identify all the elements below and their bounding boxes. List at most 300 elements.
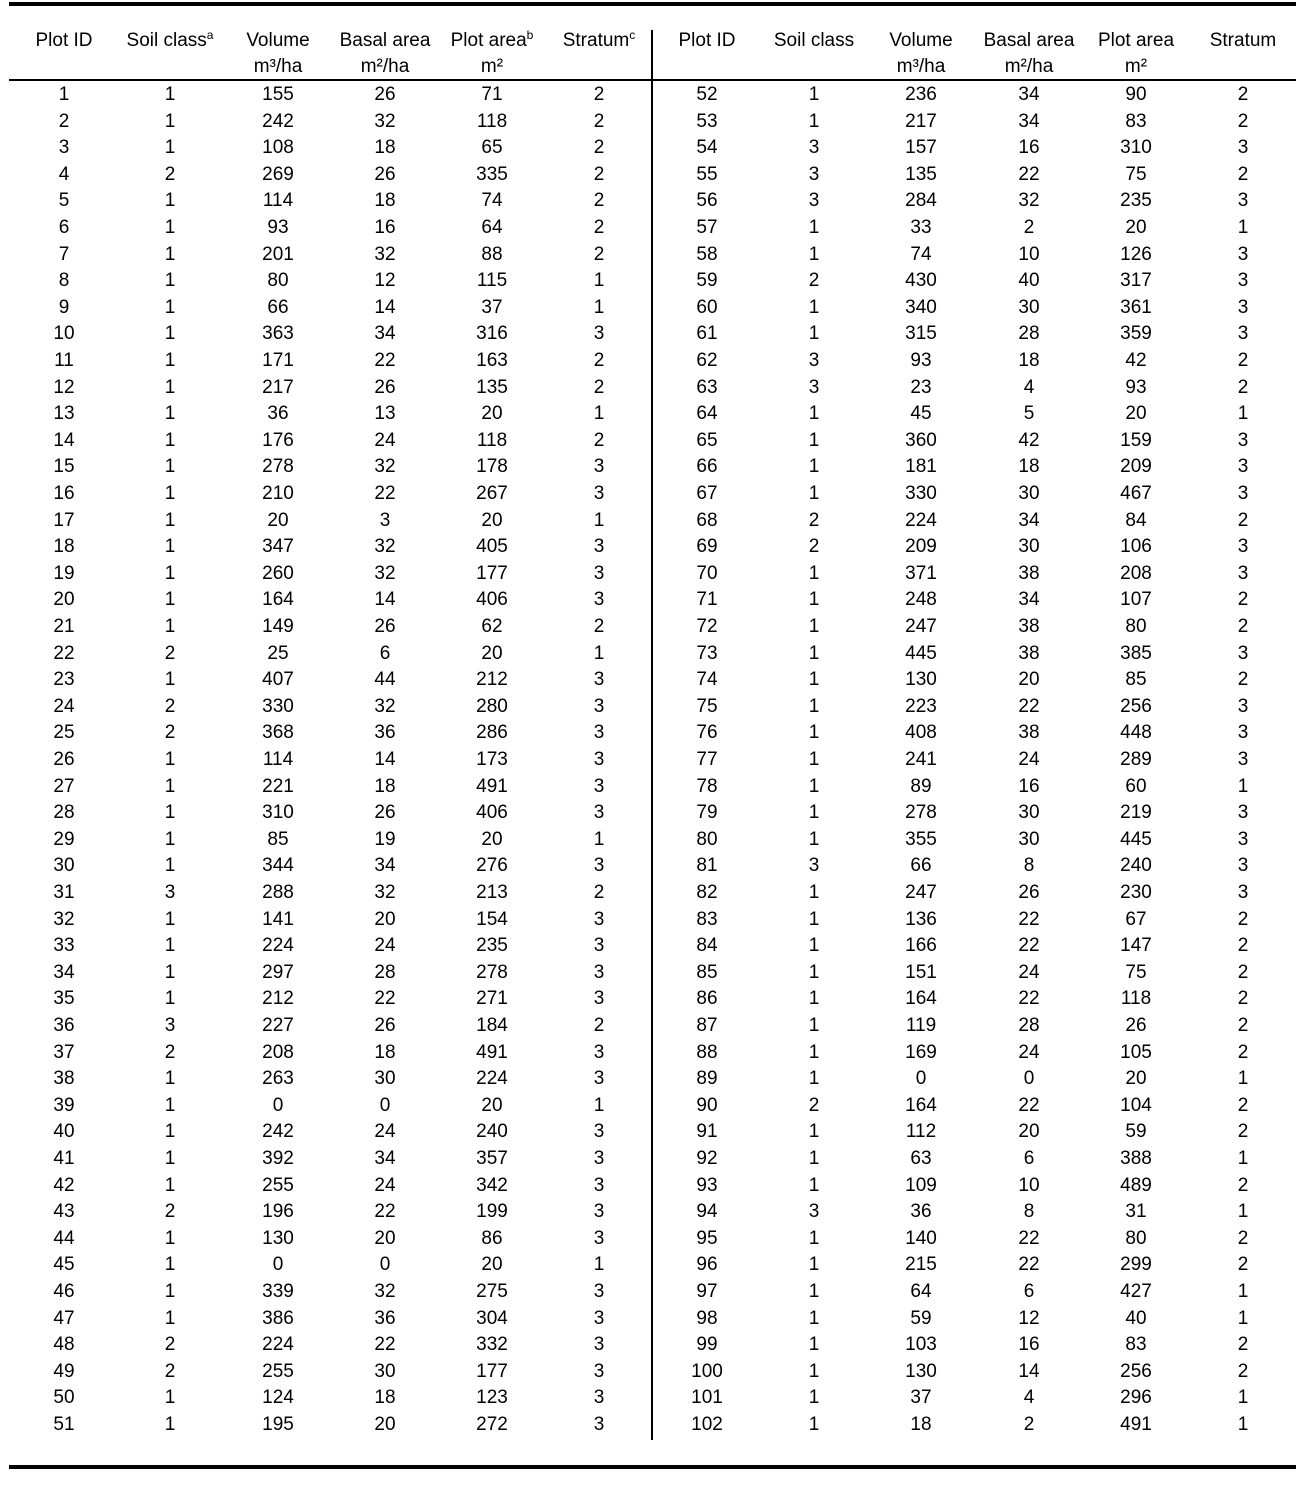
cell-right-plot-area: 107 [1120,589,1152,611]
cell-left-stratum: 2 [593,429,605,451]
cell-right-volume: 430 [905,270,937,292]
cell-right-plot-area: 105 [1120,1041,1152,1063]
cell-left-stratum: 3 [593,988,605,1010]
footnote-marker: a [206,28,214,42]
cell-right-plot-id: 65 [696,429,718,451]
cell-right-basal-area: 40 [1018,270,1040,292]
cell-right-plot-area: 359 [1120,323,1152,345]
cell-left-soil-class: 1 [164,562,176,584]
cell-right-plot-area: 20 [1125,1068,1147,1090]
table-row [0,694,1296,721]
header-label: Basal area [339,30,431,51]
cell-left-stratum: 2 [593,217,605,238]
cell-left-volume: 347 [262,536,294,558]
cell-left-stratum: 2 [593,243,605,265]
header-label: Plot ID [35,30,93,51]
cell-right-soil-class: 1 [808,110,820,132]
table-row [0,109,1296,136]
cell-right-stratum: 1 [1237,1148,1249,1169]
cell-right-soil-class: 1 [808,749,820,770]
cell-left-stratum: 3 [593,1360,605,1382]
header-unit: m²/ha [1004,56,1054,77]
cell-left-plot-area: 278 [476,961,508,983]
cell-right-basal-area: 32 [1018,190,1040,212]
cell-left-plot-area: 405 [476,536,508,558]
cell-left-basal-area: 32 [374,882,396,903]
cell-left-basal-area: 22 [374,988,396,1010]
cell-left-soil-class: 1 [164,1068,176,1090]
cell-right-volume: 130 [905,1360,937,1382]
cell-left-stratum: 2 [593,84,605,105]
cell-left-volume: 93 [267,217,289,238]
cell-right-plot-id: 70 [696,562,718,584]
cell-left-soil-class: 1 [164,988,176,1010]
table-row [0,1359,1296,1386]
header-unit: m² [1124,56,1148,77]
cell-left-volume: 80 [267,270,289,292]
cell-right-stratum: 3 [1237,855,1249,877]
cell-left-soil-class: 1 [164,429,176,451]
cell-left-volume: 171 [262,350,294,371]
cell-left-stratum: 2 [593,616,605,637]
cell-left-stratum: 1 [593,828,605,850]
cell-left-plot-id: 1 [58,84,70,105]
cell-right-stratum: 2 [1237,616,1249,637]
table-row [0,1119,1296,1146]
cell-right-soil-class: 3 [808,376,820,398]
cell-right-soil-class: 1 [808,1360,820,1382]
cell-right-stratum: 3 [1237,323,1249,345]
cell-right-plot-area: 489 [1120,1174,1152,1196]
cell-right-plot-area: 84 [1125,509,1147,531]
cell-left-plot-area: 357 [476,1148,508,1169]
cell-right-basal-area: 4 [1023,1387,1035,1409]
table-row [0,1252,1296,1279]
cell-left-soil-class: 1 [164,855,176,877]
cell-left-plot-id: 18 [53,536,75,558]
cell-right-volume: 223 [905,695,937,717]
cell-left-volume: 255 [262,1360,294,1382]
cell-left-stratum: 3 [593,1227,605,1249]
cell-right-volume: 112 [905,1121,937,1143]
cell-right-plot-area: 448 [1120,722,1152,744]
cell-left-plot-id: 11 [54,350,74,371]
cell-left-stratum: 3 [593,855,605,877]
cell-right-stratum: 2 [1237,376,1249,398]
cell-right-stratum: 2 [1237,350,1249,371]
table-row [0,215,1296,242]
cell-right-basal-area: 38 [1018,722,1040,744]
cell-right-plot-id: 82 [696,882,718,903]
header-unit: m³/ha [253,56,303,77]
cell-left-plot-area: 332 [476,1334,508,1356]
cell-left-plot-id: 2 [58,110,70,132]
cell-left-plot-id: 6 [58,217,70,238]
cell-left-soil-class: 1 [164,1148,176,1169]
cell-left-volume: 212 [262,988,294,1010]
cell-left-plot-area: 271 [476,988,508,1010]
cell-left-soil-class: 2 [164,1201,176,1223]
cell-right-basal-area: 18 [1018,456,1040,478]
table-row [0,1066,1296,1093]
cell-left-stratum: 3 [593,456,605,478]
cell-right-soil-class: 1 [808,243,820,265]
cell-left-plot-id: 16 [53,483,75,504]
cell-left-plot-area: 267 [476,483,508,504]
cell-right-basal-area: 16 [1018,1334,1040,1356]
cell-left-stratum: 3 [593,1414,605,1435]
cell-right-stratum: 1 [1237,1068,1249,1090]
cell-left-plot-id: 34 [53,961,75,983]
table-row [0,960,1296,987]
cell-left-basal-area: 30 [374,1360,396,1382]
cell-right-basal-area: 22 [1018,908,1040,930]
footnote-marker: b [526,28,534,42]
cell-left-basal-area: 34 [374,855,396,877]
header-unit: m²/ha [360,56,410,77]
cell-right-plot-id: 53 [696,110,718,132]
cell-left-soil-class: 2 [164,1360,176,1382]
cell-right-plot-id: 76 [696,722,718,744]
cell-left-plot-id: 45 [53,1254,75,1276]
cell-right-volume: 140 [905,1227,937,1249]
cell-right-soil-class: 1 [808,828,820,850]
cell-left-basal-area: 0 [379,1094,391,1116]
cell-left-stratum: 2 [593,163,605,185]
cell-right-plot-area: 20 [1125,403,1147,425]
cell-left-stratum: 1 [593,270,605,292]
cell-left-volume: 217 [262,376,294,398]
cell-right-stratum: 2 [1237,961,1249,983]
table-row [0,1146,1296,1173]
cell-right-basal-area: 42 [1018,429,1040,451]
cell-left-plot-area: 20 [481,642,503,664]
cell-right-stratum: 3 [1237,695,1249,717]
cell-right-soil-class: 1 [808,1254,820,1276]
cell-left-volume: 20 [267,509,289,531]
cell-left-plot-id: 20 [53,589,75,611]
cell-right-plot-area: 83 [1125,1334,1147,1356]
cell-left-basal-area: 32 [374,1281,396,1302]
cell-right-basal-area: 24 [1018,1041,1040,1063]
cell-left-plot-id: 14 [53,429,75,451]
cell-left-plot-id: 19 [53,562,75,584]
cell-left-basal-area: 30 [374,1068,396,1090]
table-row [0,481,1296,508]
cell-right-volume: 278 [905,802,937,824]
cell-right-plot-area: 93 [1125,376,1147,398]
cell-right-plot-id: 91 [696,1121,718,1143]
table-row [0,268,1296,295]
cell-left-plot-area: 280 [476,695,508,717]
cell-right-stratum: 2 [1237,988,1249,1010]
cell-left-plot-area: 276 [476,855,508,877]
cell-right-plot-area: 317 [1120,270,1152,292]
cell-right-soil-class: 1 [808,882,820,903]
cell-left-plot-id: 35 [53,988,75,1010]
cell-right-plot-area: 230 [1120,882,1152,903]
cell-right-volume: 215 [905,1254,937,1276]
cell-left-stratum: 1 [593,642,605,664]
cell-left-volume: 208 [262,1041,294,1063]
cell-left-basal-area: 26 [374,84,396,105]
header-left-basal-area [327,28,443,80]
cell-right-plot-id: 99 [696,1334,718,1356]
header-label: Basal area [983,30,1075,51]
cell-right-basal-area: 22 [1018,1094,1040,1116]
cell-right-volume: 93 [910,350,932,371]
cell-right-soil-class: 1 [808,1387,820,1409]
cell-left-stratum: 3 [593,1307,605,1329]
cell-left-soil-class: 1 [164,483,176,504]
cell-left-soil-class: 1 [164,669,176,691]
cell-left-plot-area: 71 [481,84,503,105]
table-row [0,561,1296,588]
cell-left-basal-area: 24 [374,935,396,957]
cell-left-volume: 25 [267,642,289,664]
cell-left-basal-area: 3 [379,509,391,531]
cell-right-stratum: 1 [1237,403,1249,425]
header-label: Stratum [1209,30,1277,51]
cell-left-plot-id: 22 [53,642,75,664]
cell-left-plot-id: 50 [53,1387,75,1409]
cell-right-soil-class: 3 [808,855,820,877]
cell-left-stratum: 3 [593,1387,605,1409]
cell-left-basal-area: 34 [374,1148,396,1169]
table-row [0,641,1296,668]
cell-left-stratum: 3 [593,802,605,824]
header-label: Soil class [126,30,207,51]
cell-left-soil-class: 1 [164,828,176,850]
header-left-plot-id [8,28,120,54]
cell-right-plot-id: 79 [696,802,718,824]
cell-left-basal-area: 18 [374,1041,396,1063]
cell-left-soil-class: 1 [164,137,176,159]
table-row [0,1226,1296,1253]
cell-left-volume: 407 [262,669,294,691]
cell-left-plot-area: 20 [481,828,503,850]
cell-left-plot-area: 20 [481,1254,503,1276]
cell-right-volume: 157 [905,137,937,159]
cell-left-basal-area: 22 [374,1201,396,1223]
cell-left-basal-area: 6 [379,642,391,664]
cell-left-stratum: 1 [593,403,605,425]
cell-right-plot-area: 299 [1120,1254,1152,1276]
cell-left-plot-area: 213 [476,882,508,903]
cell-right-stratum: 1 [1237,1387,1249,1409]
cell-left-basal-area: 28 [374,961,396,983]
cell-left-plot-area: 177 [476,562,508,584]
cell-left-stratum: 3 [593,1334,605,1356]
cell-right-plot-area: 209 [1120,456,1152,478]
cell-right-plot-id: 66 [696,456,718,478]
cell-right-plot-id: 59 [696,270,718,292]
cell-right-basal-area: 5 [1023,403,1035,425]
cell-right-stratum: 2 [1237,935,1249,957]
cell-right-basal-area: 0 [1023,1068,1035,1090]
cell-right-plot-id: 69 [696,536,718,558]
cell-right-volume: 247 [905,882,937,903]
cell-right-basal-area: 28 [1018,1015,1040,1036]
cell-left-plot-area: 20 [481,403,503,425]
cell-left-stratum: 3 [593,695,605,717]
cell-left-soil-class: 1 [164,1387,176,1409]
cell-right-basal-area: 12 [1018,1307,1040,1329]
cell-left-soil-class: 1 [164,589,176,611]
cell-left-plot-area: 20 [481,1094,503,1116]
cell-right-basal-area: 22 [1018,1227,1040,1249]
cell-right-plot-id: 83 [696,908,718,930]
table-row [0,534,1296,561]
cell-left-stratum: 2 [593,882,605,903]
cell-left-plot-id: 51 [53,1414,75,1435]
cell-left-soil-class: 2 [164,163,176,185]
cell-right-stratum: 3 [1237,137,1249,159]
table-row [0,587,1296,614]
cell-right-soil-class: 1 [808,589,820,611]
header-label: Plot ID [678,30,736,51]
cell-right-basal-area: 30 [1018,483,1040,504]
cell-right-basal-area: 8 [1023,855,1035,877]
cell-left-basal-area: 22 [374,483,396,504]
cell-left-basal-area: 20 [374,1414,396,1435]
cell-right-stratum: 3 [1237,429,1249,451]
cell-right-plot-area: 219 [1120,802,1152,824]
cell-left-stratum: 3 [593,483,605,504]
cell-right-plot-id: 52 [696,84,718,105]
cell-left-plot-area: 177 [476,1360,508,1382]
cell-left-plot-area: 235 [476,935,508,957]
cell-left-plot-id: 40 [53,1121,75,1143]
cell-right-volume: 209 [905,536,937,558]
cell-left-plot-area: 286 [476,722,508,744]
cell-left-volume: 124 [262,1387,294,1409]
cell-right-plot-id: 100 [691,1360,723,1382]
cell-right-stratum: 2 [1237,1254,1249,1276]
cell-left-soil-class: 1 [164,243,176,265]
cell-left-soil-class: 2 [164,642,176,664]
cell-right-plot-id: 56 [696,190,718,212]
cell-right-plot-area: 106 [1120,536,1152,558]
cell-right-plot-id: 62 [696,350,718,371]
cell-right-volume: 119 [905,1015,937,1036]
cell-right-soil-class: 2 [808,536,820,558]
header-left-plot-area [434,28,550,80]
header-left-soil-class [109,28,231,54]
cell-left-volume: 164 [262,589,294,611]
cell-right-soil-class: 1 [808,562,820,584]
cell-right-soil-class: 1 [808,1227,820,1249]
cell-right-volume: 63 [910,1148,932,1169]
cell-left-plot-area: 154 [476,908,508,930]
table-row [0,1412,1296,1439]
cell-right-soil-class: 3 [808,190,820,212]
cell-left-plot-area: 491 [476,1041,508,1063]
cell-right-plot-id: 85 [696,961,718,983]
cell-left-basal-area: 32 [374,562,396,584]
header-right-volume [865,28,977,80]
cell-left-stratum: 3 [593,1121,605,1143]
cell-right-stratum: 1 [1237,1307,1249,1329]
cell-right-basal-area: 16 [1018,137,1040,159]
cell-right-plot-area: 118 [1120,988,1152,1010]
cell-right-plot-id: 97 [696,1281,718,1302]
cell-right-basal-area: 6 [1023,1281,1035,1302]
cell-left-basal-area: 32 [374,695,396,717]
cell-left-plot-id: 17 [53,509,75,531]
cell-left-volume: 297 [262,961,294,983]
cell-right-soil-class: 1 [808,642,820,664]
cell-right-plot-area: 289 [1120,749,1152,770]
cell-right-stratum: 3 [1237,270,1249,292]
cell-left-volume: 176 [262,429,294,451]
cell-right-stratum: 2 [1237,1174,1249,1196]
cell-right-soil-class: 1 [808,483,820,504]
cell-left-stratum: 1 [593,1094,605,1116]
cell-right-basal-area: 14 [1018,1360,1040,1382]
cell-right-basal-area: 22 [1018,163,1040,185]
cell-right-plot-id: 58 [696,243,718,265]
cell-left-volume: 339 [262,1281,294,1302]
cell-right-plot-id: 95 [696,1227,718,1249]
cell-right-volume: 130 [905,669,937,691]
cell-left-stratum: 2 [593,137,605,159]
cell-right-soil-class: 1 [808,802,820,824]
cell-right-plot-area: 90 [1125,84,1147,105]
cell-left-plot-area: 184 [476,1015,508,1036]
cell-left-plot-area: 240 [476,1121,508,1143]
cell-right-soil-class: 1 [808,935,820,957]
cell-right-stratum: 2 [1237,509,1249,531]
cell-right-soil-class: 1 [808,1041,820,1063]
cell-right-basal-area: 22 [1018,988,1040,1010]
cell-right-soil-class: 1 [808,323,820,345]
cell-left-stratum: 3 [593,1174,605,1196]
cell-right-plot-area: 67 [1125,908,1147,930]
cell-right-stratum: 3 [1237,296,1249,318]
table-row [0,1013,1296,1040]
cell-left-stratum: 3 [593,1041,605,1063]
cell-left-basal-area: 32 [374,456,396,478]
cell-right-plot-area: 80 [1125,1227,1147,1249]
cell-left-volume: 141 [262,908,294,930]
cell-right-stratum: 3 [1237,483,1249,504]
cell-right-soil-class: 1 [808,695,820,717]
cell-right-volume: 23 [910,376,932,398]
table-row [0,614,1296,641]
cell-left-volume: 227 [262,1015,294,1036]
cell-right-soil-class: 1 [808,1174,820,1196]
cell-left-soil-class: 1 [164,775,176,797]
cell-right-plot-area: 310 [1120,137,1152,159]
cell-left-plot-id: 41 [53,1148,75,1169]
cell-right-basal-area: 28 [1018,323,1040,345]
cell-right-plot-id: 68 [696,509,718,531]
cell-left-stratum: 2 [593,376,605,398]
cell-right-volume: 37 [910,1387,932,1409]
cell-right-basal-area: 38 [1018,616,1040,637]
cell-left-plot-area: 304 [476,1307,508,1329]
header-label: Volume [889,30,953,51]
cell-right-basal-area: 22 [1018,695,1040,717]
cell-right-soil-class: 1 [808,217,820,238]
cell-left-basal-area: 14 [374,296,396,318]
cell-right-volume: 18 [910,1414,932,1435]
cell-right-volume: 371 [905,562,937,584]
header-unit: m³/ha [896,56,946,77]
cell-left-soil-class: 1 [164,1227,176,1249]
cell-left-soil-class: 1 [164,350,176,371]
